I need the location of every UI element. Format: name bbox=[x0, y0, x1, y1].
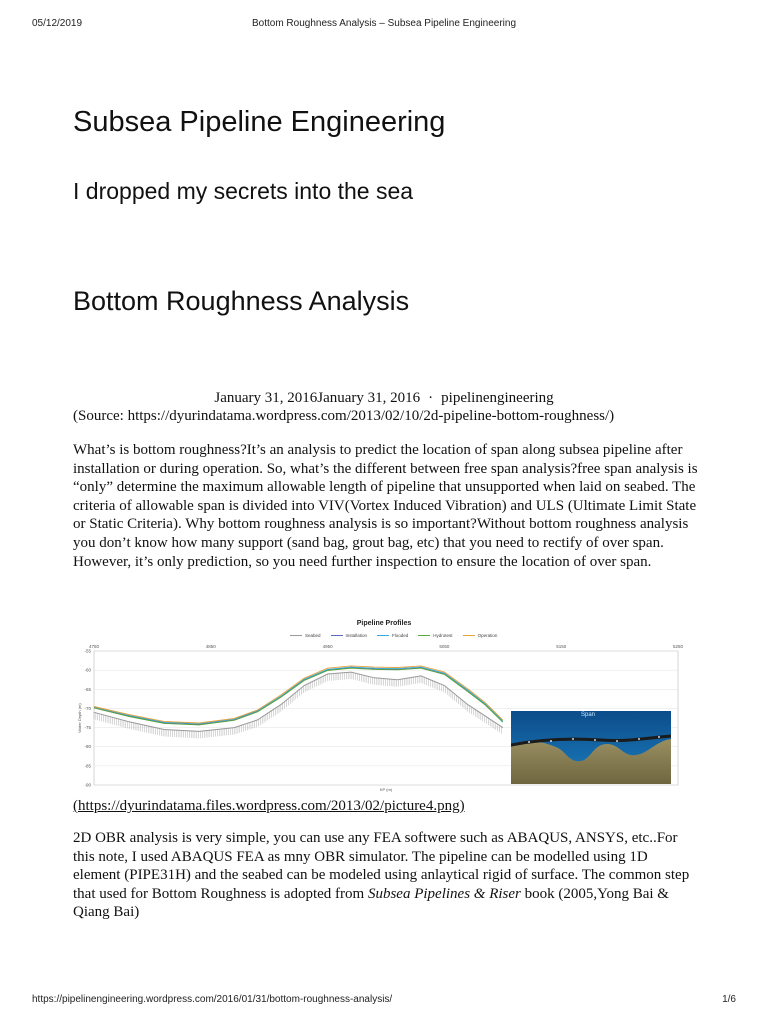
legend-entry bbox=[377, 633, 408, 638]
post-paragraph-2 bbox=[73, 829, 698, 922]
legend-swatch bbox=[377, 635, 389, 636]
x-tick-label: 4850 bbox=[205, 644, 216, 649]
legend-label: Flooded bbox=[392, 633, 409, 638]
x-tick-label: 5250 bbox=[672, 644, 684, 649]
legend-swatch bbox=[418, 635, 430, 636]
post-source: (Source: https://dyurindatama.wordpress.com/2013/02/10/2d-pipeline-bottom-roughness/) bbox=[73, 408, 615, 424]
y-tick-label: -90 bbox=[84, 782, 91, 788]
legend-entry bbox=[331, 633, 368, 638]
y-tick-label: -80 bbox=[84, 744, 91, 750]
legend-label: Operation bbox=[477, 633, 498, 638]
book-title: Subsea Pipelines & Riser bbox=[367, 885, 521, 902]
post-published-date[interactable]: January 31, 2016 bbox=[214, 390, 318, 406]
x-axis-label: KP (m) bbox=[379, 787, 393, 792]
x-tick-label: 4950 bbox=[322, 644, 333, 649]
y-tick-label: -70 bbox=[84, 705, 91, 711]
y-tick-label: -55 bbox=[84, 648, 91, 654]
site-title[interactable]: Subsea Pipeline Engineering bbox=[73, 106, 446, 138]
post-updated-date: January 31, 2016 bbox=[317, 390, 421, 406]
legend-entry bbox=[463, 633, 498, 638]
span-inset-image bbox=[511, 711, 671, 784]
print-date: 05/12/2019 bbox=[32, 18, 83, 29]
paragraph-2-text: 2D OBR analysis is very simple, you can use any FEA softwere such as ABAQUS, ANSYS, etc..For this note, I used ABAQUS FEA as mny OBR simulator. The pipeline can be modelled using 1D element (PIPE31H) and the seabed can be modeled using anlaytical rigid of surface. The common step that used for Bottom Roughness is adopted from bbox=[73, 830, 690, 902]
legend-label: Installation bbox=[345, 633, 368, 638]
y-tick-label: -60 bbox=[84, 667, 91, 673]
post-title: Bottom Roughness Analysis bbox=[73, 286, 410, 316]
legend-label: Hydrotest bbox=[433, 633, 453, 638]
x-tick-label: 4750 bbox=[88, 644, 100, 649]
y-tick-label: -75 bbox=[84, 725, 91, 731]
chart-legend bbox=[290, 633, 497, 638]
pipeline-profiles-figure bbox=[72, 618, 696, 794]
paragraph-2-tail: book (2005,Yong Bai & Qiang Bai) bbox=[73, 885, 669, 921]
meta-separator: · bbox=[428, 390, 434, 406]
image-source-link[interactable]: (https://dyurindatama.files.wordpress.com/2013/02/picture4.png) bbox=[73, 798, 465, 814]
site-tagline: I dropped my secrets into the sea bbox=[73, 178, 414, 204]
inset-span-label: Span bbox=[581, 712, 596, 718]
x-tick-label: 5050 bbox=[439, 644, 450, 649]
legend-swatch bbox=[290, 635, 302, 636]
legend-entry bbox=[418, 633, 452, 638]
y-tick-label: -65 bbox=[84, 686, 91, 692]
legend-swatch bbox=[463, 635, 475, 636]
post-paragraph-1: What’s is bottom roughness?It’s an analysis to predict the location of span along subsea pipeline after installation or during operation. So, what’s the different between free span analysis?free span analysis is “only” determine the maximum allowable length of pipeline that unsupported when laid on seabed. The criteria of allowable span is divided into VIV(Vortex Induced Vibration) and ULS (Ultimate Limit State or Static Criteria). Why bottom roughness analysis is so important?Without bottom roughness analysis you don’t know how many support (sand bag, grout bag, etc) that you need to rectify of over span. However, it’s only prediction, so you need further inspection to ensure the location of over span. bbox=[73, 442, 698, 570]
print-title: Bottom Roughness Analysis – Subsea Pipeline Engineering bbox=[251, 18, 517, 29]
post-meta bbox=[0, 389, 768, 408]
print-url: https://pipelinengineering.wordpress.com/2016/01/31/bottom-roughness-analysis/ bbox=[32, 994, 393, 1005]
post-author[interactable]: pipelinengineering bbox=[441, 390, 554, 406]
legend-entry bbox=[290, 633, 321, 638]
legend-swatch bbox=[331, 635, 343, 636]
page-number: 1/6 bbox=[722, 994, 736, 1005]
chart-title: Pipeline Profiles bbox=[356, 620, 412, 627]
x-tick-label: 5150 bbox=[556, 644, 567, 649]
y-tick-label: -85 bbox=[84, 763, 91, 769]
y-axis-label: Water Depth (m) bbox=[77, 703, 82, 733]
legend-label: Seabed bbox=[305, 633, 321, 638]
